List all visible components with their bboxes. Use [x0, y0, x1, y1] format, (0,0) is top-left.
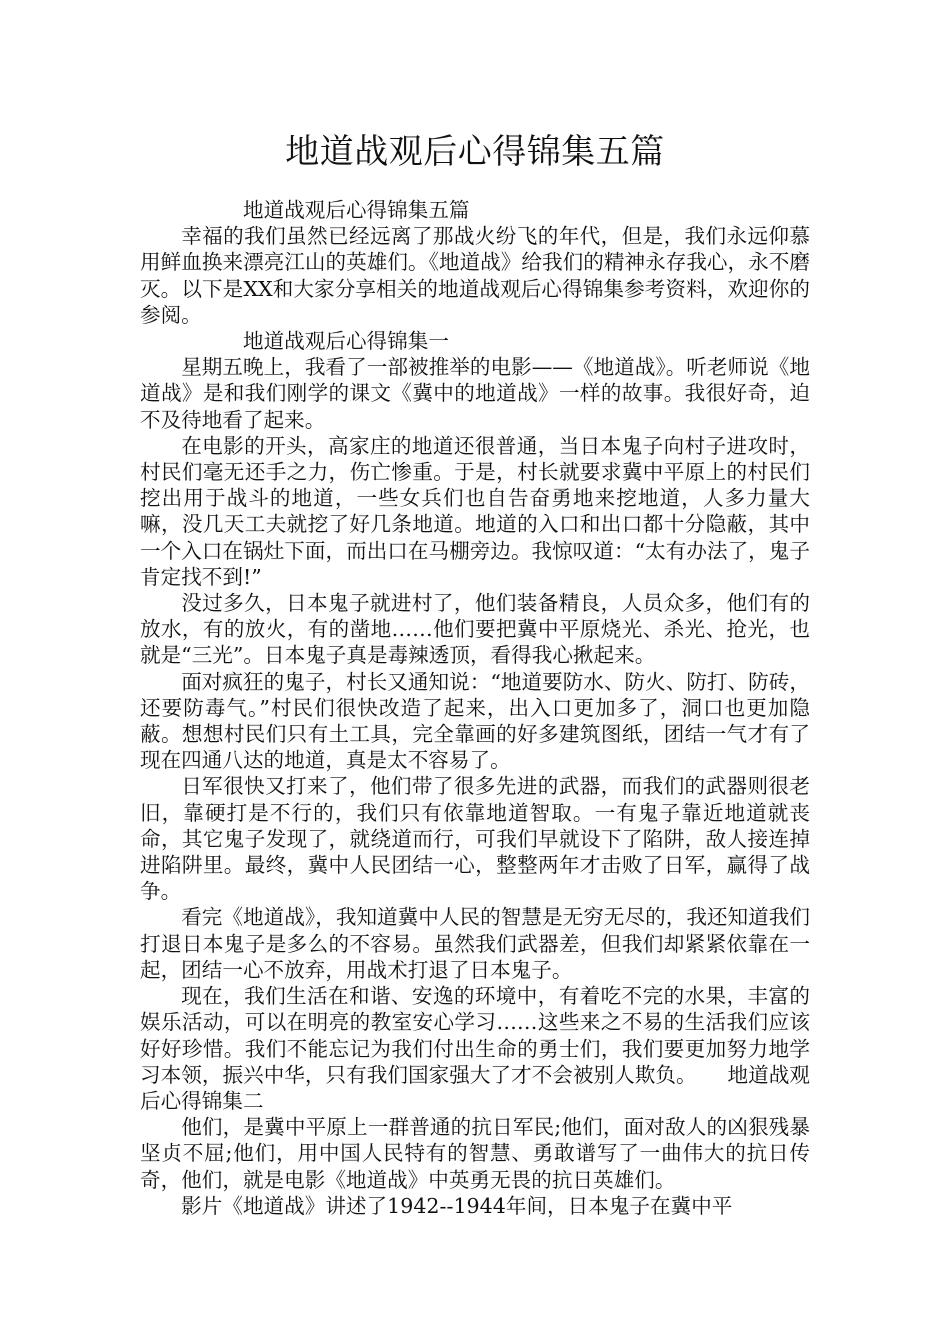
body-paragraph: 日军很快又打来了，他们带了很多先进的武器，而我们的武器则很老旧，靠硬打是不行的，我们只有依靠地道智取。一有鬼子靠近地道就丧命，其它鬼子发现了，就绕道而行，可我们早就设下了陷阱，敌人接连掉进陷阱里。最终，冀中人民团结一心，整整两年才击败了日军，赢得了战争。: [140, 774, 810, 904]
body-paragraph: 现在，我们生活在和谐、安逸的环境中，有着吃不完的水果，丰富的娱乐活动，可以在明亮的教室安心学习……这些来之不易的生活我们应该好好珍惜。我们不能忘记为我们付出生命的勇士们，我们要更加努力地学习本领，振兴中华，只有我们国家强大了才不会被别人欺负。 地道战观后心得锦集二: [140, 984, 810, 1113]
body-paragraph: 在电影的开头，高家庄的地道还很普通，当日本鬼子向村子进攻时，村民们毫无还手之力，伤亡惨重。于是，村长就要求冀中平原上的村民们挖出用于战斗的地道，一些女兵们也自告奋勇地来挖地道，人多力量大嘛，没几天工夫就挖了好几条地道。地道的入口和出口都十分隐蔽，其中一个入口在锅灶下面，而出口在马棚旁边。我惊叹道：“太有办法了，鬼子肯定找不到!”: [140, 433, 810, 589]
document-body: [140, 197, 810, 1219]
body-paragraph: 面对疯狂的鬼子，村长又通知说：“地道要防水、防火、防打、防砖，还要防毒气。”村民们很快改造了起来，出入口更加多了，洞口也更加隐蔽。想想村民们只有土工具，完全靠画的好多建筑图纸，团结一气才有了现在四通八达的地道，真是太不容易了。: [140, 669, 810, 773]
document-title: 地道战观后心得锦集五篇: [285, 132, 665, 172]
body-paragraph: 幸福的我们虽然已经远离了那战火纷飞的年代，但是，我们永远仰慕用鲜血换来漂亮江山的英雄们。《地道战》给我们的精神永存我心，永不磨灭。以下是XX和大家分享相关的地道战观后心得锦集参考资料，欢迎你的参阅。: [140, 224, 810, 327]
body-paragraph: 影片《地道战》讲述了1942--1944年间，日本鬼子在冀中平: [181, 1193, 733, 1218]
section-heading: 地道战观后心得锦集一: [243, 329, 449, 354]
body-paragraph: 看完《地道战》，我知道冀中人民的智慧是无穷无尽的，我还知道我们打退日本鬼子是多么的不容易。虽然我们武器差，但我们却紧紧依靠在一起，团结一心不放弃，用战术打退了日本鬼子。: [140, 905, 810, 982]
body-paragraph: 星期五晚上，我看了一部被推举的电影——《地道战》。听老师说《地道战》是和我们刚学的课文《冀中的地道战》一样的故事。我很好奇，迫不及待地看了起来。: [140, 355, 810, 432]
section-heading: 地道战观后心得锦集五篇: [243, 198, 470, 222]
body-paragraph: 他们，是冀中平原上一群普通的抗日军民;他们，面对敌人的凶狠残暴坚贞不屈;他们，用中国人民特有的智慧、勇敢谱写了一曲伟大的抗日传奇，他们，就是电影《地道战》中英勇无畏的抗日英雄们。: [140, 1115, 810, 1192]
body-paragraph: 没过多久，日本鬼子就进村了，他们装备精良，人员众多，他们有的放水，有的放火，有的凿地……他们要把冀中平原烧光、杀光、抢光，也就是“三光”。日本鬼子真是毒辣透顶，看得我心揪起来。: [140, 591, 810, 668]
